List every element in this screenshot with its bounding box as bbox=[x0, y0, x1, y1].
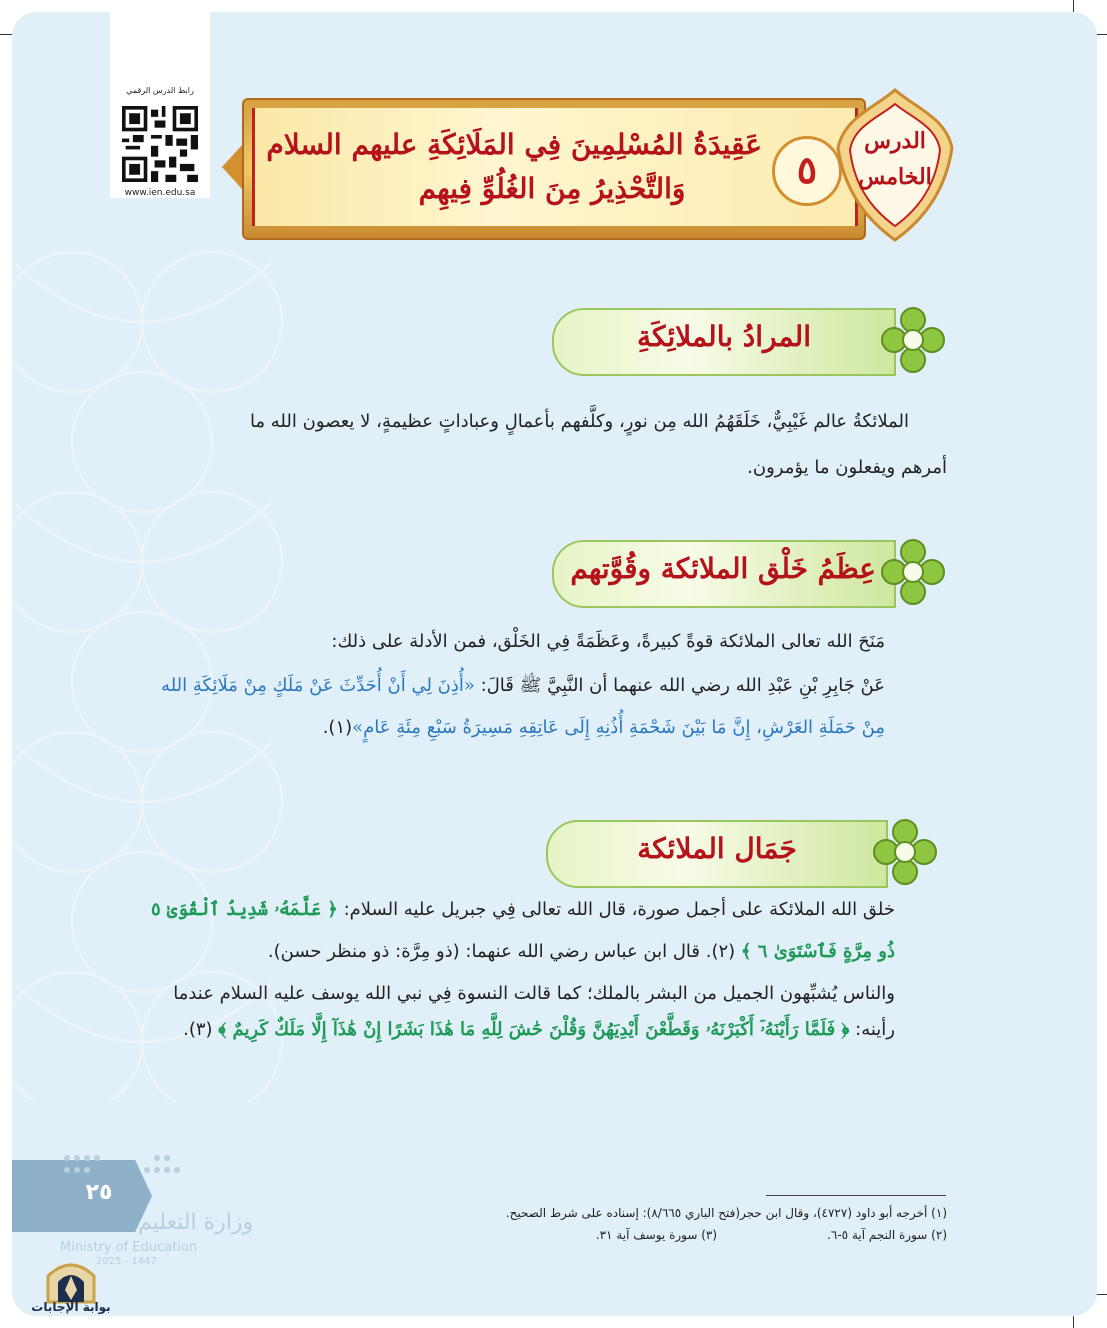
footnote-divider bbox=[766, 1195, 946, 1196]
paragraph-line bbox=[268, 940, 895, 964]
paragraph-line bbox=[183, 1018, 895, 1042]
qr-label: رابط الدرس الرقمي bbox=[126, 86, 194, 95]
footnote: (٣) سورة يوسف آية ٣١. bbox=[595, 1228, 718, 1242]
paragraph-line bbox=[151, 898, 895, 922]
hadith-line bbox=[161, 674, 885, 698]
quran-verse: ﴿ فَلَمَّا رَأَيْنَهُۥٓ أَكْبَرْنَهُۥ وَقَطَّعْنَ أَيْدِيَهُنَّ وَقُلْنَ حَٰشَ لِلَّهِ مَا هَٰذَا بَشَرًا إِنْ هَٰذَآ إِلَّا مَلَكٌ كَرِيمٌ ﴾ bbox=[218, 1019, 850, 1040]
lesson-ordinal-badge bbox=[836, 88, 954, 242]
footnote-ref: (١). bbox=[322, 717, 353, 738]
lesson-title-line2: وَالتَّحْذِيرُ مِنَ الغُلُوِّ فِيهِم bbox=[418, 172, 686, 205]
footnote-row bbox=[486, 1228, 947, 1242]
hadith-line bbox=[323, 716, 885, 740]
dots-pattern-icon bbox=[62, 1150, 182, 1180]
section-heading bbox=[552, 540, 946, 604]
qr-code-icon[interactable] bbox=[122, 106, 198, 182]
ministry-year: 2025 - 1447 bbox=[96, 1256, 157, 1267]
footnote-ref: (٣). bbox=[183, 1019, 219, 1040]
section-heading bbox=[552, 308, 946, 372]
lesson-badge-line2: الخامس bbox=[858, 164, 932, 190]
lesson-number-badge: ٥ bbox=[772, 136, 842, 206]
qr-url: www.ien.edu.sa bbox=[124, 188, 196, 198]
section-heading-text: عِظَمُ خَلْق الملائكة وقُوَّتهم bbox=[570, 552, 876, 585]
quran-verse: ذُو مِرَّةٍ فَٱسْتَوَىٰ ٦ ﴾ bbox=[740, 941, 895, 962]
paragraph-text: (٢). قال ابن عباس رضي الله عنهما: (ذو مِرَّة: ذو منظر حسن). bbox=[267, 941, 741, 962]
lesson-badge-line1: الدرس bbox=[864, 128, 926, 154]
clover-ornament-icon bbox=[880, 538, 946, 606]
arabesque-watermark bbox=[12, 202, 372, 1102]
footnote: (٢) سورة النجم آية ٥-٦. bbox=[827, 1228, 947, 1242]
paragraph-text: خلق الله الملائكة على أجمل صورة، قال الله تعالى فِي جبريل عليه السلام: bbox=[337, 899, 895, 920]
qr-panel bbox=[110, 12, 210, 198]
section-heading-text: جَمَال الملائكة bbox=[637, 832, 797, 865]
ministry-name-english: Ministry of Education bbox=[60, 1240, 198, 1255]
gate-label: بوابة الإجابات bbox=[31, 1300, 111, 1314]
paragraph-line: والناس يُشبِّهون الجميل من البشر بالملك؛ كما قالت النسوة فِي نبي الله يوسف عليه السلام عندما bbox=[173, 983, 895, 1004]
banner-inner bbox=[252, 108, 858, 226]
paragraph-line: أمرهم ويفعلون ما يؤمرون. bbox=[747, 457, 947, 478]
paragraph-line: مَنَحَ الله تعالى الملائكة قوةً كبيرةً، وعَظَمَةً فِي الخَلْق، فمن الأدلة على ذلك: bbox=[331, 631, 885, 652]
paragraph-text: رأينه: bbox=[849, 1019, 895, 1040]
ministry-name-arabic: وزارة التعليم bbox=[138, 1210, 254, 1235]
footnote: (١) أخرجه أبو داود (٤٧٢٧)، وقال ابن حجر(فتح الباري ٨/٦٦٥): إسناده على شرط الصحيح. bbox=[505, 1206, 947, 1220]
lesson-title-line1: عَقِيدَةُ المُسْلِمِينَ فِي المَلَائِكَةِ عليهم السلام bbox=[266, 128, 762, 161]
paragraph-line: الملائكةُ عالم غَيْبِيٌّ، خَلَقَهُمُ الله مِن نورٍ، وكلَّفهم بأعمالٍ وعباداتٍ عظيمةٍ، لا يعصون الله ما bbox=[249, 411, 909, 432]
section-heading bbox=[546, 820, 938, 884]
quran-verse: ﴿ عَلَّمَهُۥ شَدِيدُ ٱلْقُوَىٰ ٥ bbox=[150, 899, 338, 920]
clover-ornament-icon bbox=[880, 306, 946, 374]
clover-ornament-icon bbox=[872, 818, 938, 886]
page-number: ٢٥ bbox=[85, 1180, 113, 1205]
hadith-quote: مِنْ حَمَلَةِ العَرْشِ، إِنَّ مَا بَيْنَ شَحْمَةِ أُذُنِهِ إِلَى عَاتِقِهِ مَسِيرَةُ سَبْعِ مِئَةِ عَامٍ» bbox=[352, 717, 885, 738]
hadith-quote: «أُذِنَ لِي أَنْ أُحَدِّثَ عَنْ مَلَكٍ مِنْ مَلَائِكَةِ الله bbox=[161, 675, 475, 696]
section-heading-text: المرادُ بالملائِكَةِ bbox=[637, 320, 811, 353]
lesson-title-banner bbox=[222, 98, 862, 236]
hadith-prefix: عَنْ جَابِرِ بْنِ عَبْدِ الله رضي الله عنهما أن النَّبِيَّ ﷺ قَالَ: bbox=[474, 675, 885, 696]
